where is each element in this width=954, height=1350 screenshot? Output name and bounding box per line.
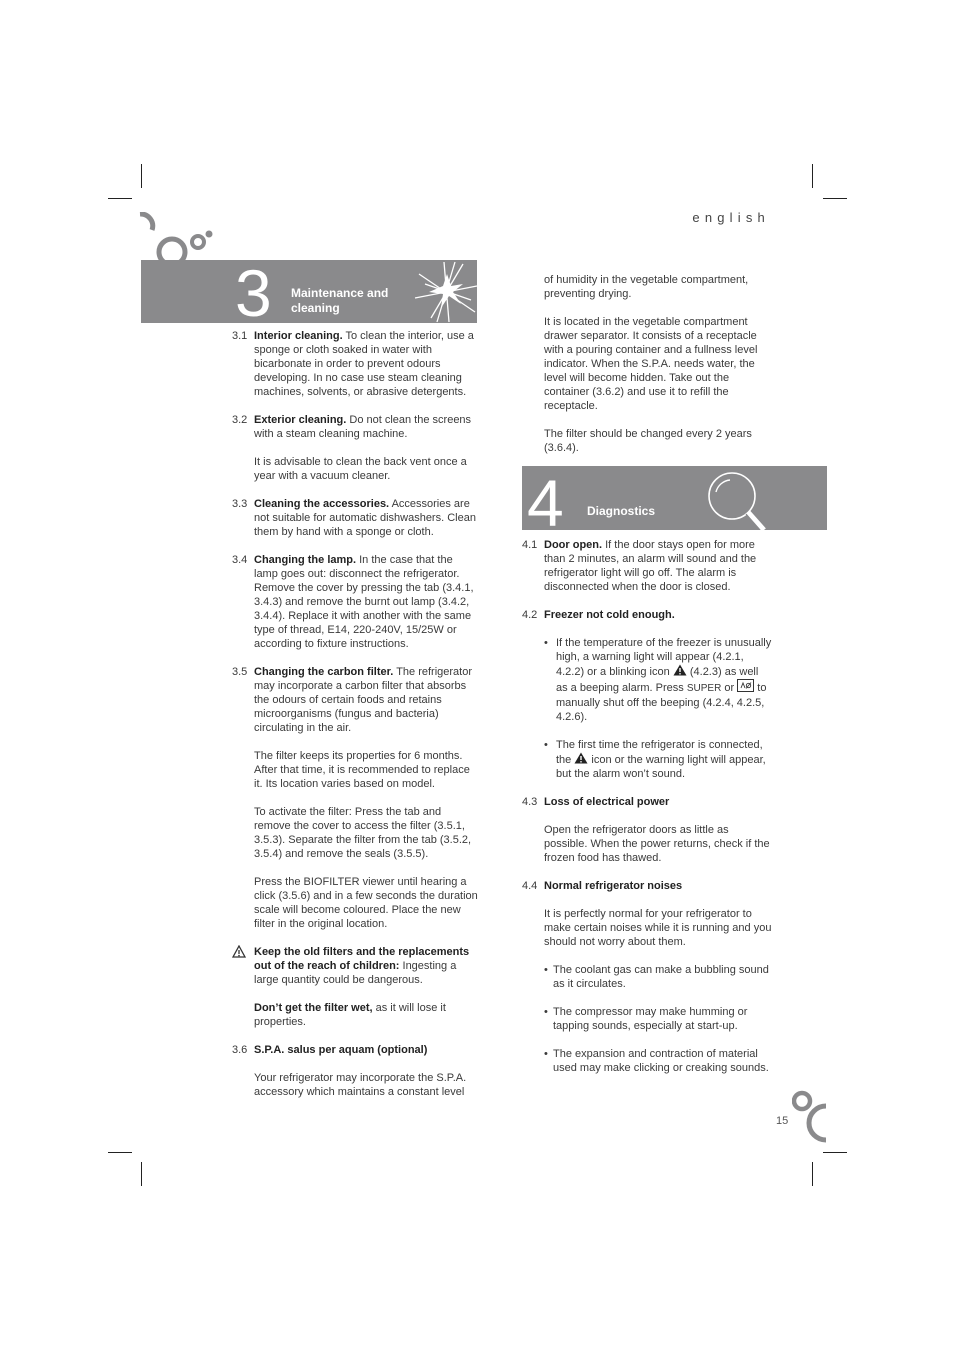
section-title: Maintenance and cleaning bbox=[291, 286, 389, 315]
warning-triangle-icon bbox=[232, 945, 246, 958]
list-item: • The coolant gas can make a bubbling sound as it circulates. bbox=[544, 964, 769, 990]
item-4-1: 4.1 Door open. If the door stays open for more than 2 minutes, an alarm will sound and the refrigerator light will go off. The alarm is disconnected when the door is closed. bbox=[522, 539, 757, 593]
super-button-label: SUPER bbox=[686, 683, 722, 694]
item-3-2: 3.2 Exterior cleaning. Do not clean the screens with a steam cleaning machine. It is advisable to clean the back vent once a year with a vacuum cleaner. bbox=[232, 414, 472, 482]
item-3-4: 3.4 Changing the lamp. In the case that the lamp goes out: disconnect the refrigerator. Remove the cover by pressing the tab (3.4.1, 3.4.3) and remove the burnt out lamp (3.4.2, 3.4.4). Replace it with another with the same type of thread, E14, 220-240V, 15/25W or according to fixture instructions. bbox=[232, 554, 474, 650]
list-item: • If the temperature of the freezer is unusually high, a warning light will appear (4.2.1, 4.2.2) or a blinking icon (4.2.3) as well as a beeping alarm. Press SUPER or to manually shut off the beeping (4.2.4, 4.2.5, 4.2.6). bbox=[544, 637, 772, 723]
section-4-banner bbox=[522, 466, 827, 540]
right-column-top: of humidity in the vegetable compartment, preventing drying. It is located in the vegetable compartment drawer separator. It consists of a receptacle with a pouring container and a fullness level indicator. When the S.P.A. needs water, the level will become hidden. Take out the container (3.6.2) and use it to refill the receptacle. The filter should be changed every 2 years (3.6.4). bbox=[544, 274, 758, 454]
right-column-bottom bbox=[522, 538, 772, 1089]
page-number: 15 bbox=[776, 1115, 789, 1127]
warning-note: Keep the old filters and the replacements out of the reach of children: Ingesting a large quantity could be dangerous. Don’t get the filter wet, as it will lose it properties. bbox=[232, 945, 478, 1029]
warning-triangle-icon bbox=[574, 752, 588, 764]
item-3-5: 3.5 Changing the carbon filter. The refrigerator may incorporate a carbon filter that absorbs the odours of certain foods and retains microorganisms (fungus and bacteria) circulating in the air. The filter keeps its properties for 6 months. After that time, it is recommended to replace it. Its location varies based on model. To activate the filter: Press the tab and remove the cover to access the filter (3.5.1, 3.5.3). Separate the filter from the tab (3.5.2, 3.5.4) and remove the seals (3.5.5). Press the BIOFILTER viewer until hearing a click (3.5.6) and in a few seconds the duration scale will become coloured. Place the new filter in the original location. bbox=[232, 666, 478, 930]
magnifier-icon bbox=[702, 470, 772, 530]
crop-mark bbox=[812, 1162, 813, 1186]
item-3-6: 3.6 S.P.A. salus per aquam (optional) Your refrigerator may incorporate the S.P.A. accessory which maintains a constant level bbox=[232, 1044, 467, 1098]
item-4-2: 4.2 Freezer not cold enough. bbox=[522, 609, 675, 621]
crop-mark bbox=[108, 1152, 132, 1153]
section-number: 4 bbox=[527, 466, 564, 540]
crop-mark bbox=[812, 164, 813, 188]
crop-mark bbox=[108, 198, 132, 199]
list-item: • The expansion and contraction of material used may make clicking or creaking sounds. bbox=[544, 1048, 769, 1074]
section-3-banner bbox=[141, 256, 477, 330]
crop-mark bbox=[823, 198, 847, 199]
crop-mark bbox=[141, 164, 142, 188]
item-3-1: 3.1 Interior cleaning. To clean the interior, use a sponge or cloth soaked in water with bicarbonate in order to prevent odours developing. In no case use steam cleaning machines, solvents, or abrasive detergents. bbox=[232, 330, 474, 398]
language-label: english bbox=[692, 210, 770, 225]
crop-mark bbox=[823, 1152, 847, 1153]
decorative-circles-icon bbox=[792, 1088, 832, 1144]
alarm-off-button-icon bbox=[737, 679, 754, 692]
item-4-4: 4.4 Normal refrigerator noises It is perfectly normal for your refrigerator to make certain noises while it is running and you should not worry about them. bbox=[522, 880, 772, 948]
sparkle-icon bbox=[411, 260, 477, 323]
warning-triangle-icon bbox=[673, 664, 687, 676]
crop-mark bbox=[141, 1162, 142, 1186]
list-item: • The compressor may make humming or tapping sounds, especially at start-up. bbox=[544, 1006, 748, 1032]
section-title: Diagnostics bbox=[587, 504, 656, 518]
item-3-3: 3.3 Cleaning the accessories. Accessories are not suitable for automatic dishwashers. Clean them by hand with a sponge or cloth. bbox=[232, 498, 476, 538]
left-column bbox=[232, 329, 478, 1113]
decorative-circles-icon bbox=[138, 212, 218, 262]
list-item: • The first time the refrigerator is connected, the icon or the warning light will appear, but the alarm won’t sound. bbox=[544, 739, 766, 780]
item-4-3: 4.3 Loss of electrical power Open the refrigerator doors as little as possible. When the power returns, check if the frozen food has thawed. bbox=[522, 796, 770, 864]
section-number: 3 bbox=[235, 256, 272, 330]
